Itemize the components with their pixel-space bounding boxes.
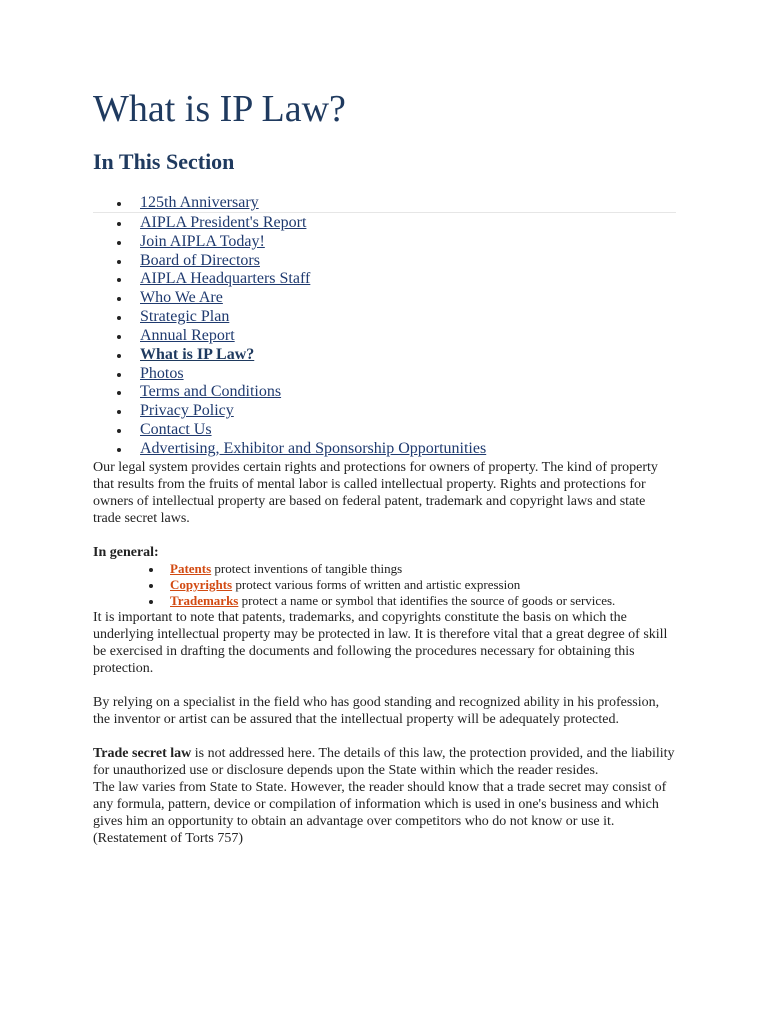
ip-type-description: protect various forms of written and artistic expression <box>232 577 521 592</box>
spacer <box>93 728 676 745</box>
trade-secret-paragraph <box>93 745 676 779</box>
section-nav-item <box>93 213 676 232</box>
nav-link-privacy-policy[interactable]: Privacy Policy <box>140 402 234 420</box>
intro-paragraph: Our legal system provides certain rights and protections for owners of property. The kind of property that results from the fruits of mental labor is called intellectual property. Rights and protections for owners of intellectual property are based on federal patent, trademark and copyright laws and state trade secret laws. <box>93 460 658 526</box>
trademarks-link[interactable]: Trademarks <box>170 593 239 608</box>
section-nav-item <box>93 364 676 383</box>
in-general-paragraph <box>93 544 676 561</box>
ip-type-item <box>93 593 676 609</box>
nav-link-strategic-plan[interactable]: Strategic Plan <box>140 308 230 326</box>
nav-link-contact-us[interactable]: Contact Us <box>140 421 212 439</box>
nav-link-join-aipla[interactable]: Join AIPLA Today! <box>140 232 265 250</box>
spacer <box>93 677 676 694</box>
section-nav-item <box>93 439 676 458</box>
nav-link-advertising-opportunities[interactable]: Advertising, Exhibitor and Sponsorship Opportunities <box>140 439 487 457</box>
trade-secret-text: is not addressed here. The details of this law, the protection provided, and the liability for unauthorized use or disclosure depends upon the State within which the reader resides. <box>93 746 675 778</box>
section-nav-item <box>93 401 676 420</box>
section-nav-item <box>93 288 676 307</box>
nav-link-board-of-directors[interactable]: Board of Directors <box>140 251 260 269</box>
nav-link-presidents-report[interactable]: AIPLA President's Report <box>140 213 307 231</box>
nav-link-photos[interactable]: Photos <box>140 364 184 382</box>
section-nav-item <box>93 382 676 401</box>
in-general-label: In general: <box>93 545 159 560</box>
ip-type-item <box>93 561 676 577</box>
nav-link-annual-report[interactable]: Annual Report <box>140 326 235 344</box>
section-nav-item <box>93 232 676 251</box>
nav-link-who-we-are[interactable]: Who We Are <box>140 289 223 307</box>
section-nav-item <box>93 269 676 288</box>
ip-type-description: protect inventions of tangible things <box>211 561 403 576</box>
page-title: What is IP Law? <box>93 88 346 130</box>
trade-secret-label: Trade secret law <box>93 746 192 761</box>
ip-types-list <box>93 561 676 609</box>
section-nav <box>93 193 676 458</box>
nav-link-what-is-ip-law[interactable]: What is IP Law? <box>140 345 255 363</box>
section-nav-item <box>93 307 676 326</box>
nav-link-125th-anniversary[interactable]: 125th Anniversary <box>140 194 259 211</box>
nav-link-headquarters-staff[interactable]: AIPLA Headquarters Staff <box>140 270 311 288</box>
section-nav-item <box>93 193 676 213</box>
trade-secret-more-paragraph: The law varies from State to State. However, the reader should know that a trade secret may consist of any formula, pattern, device or compilation of information which is used in one's business and which gives him an opportunity to obtain an advantage over competitors who do not know or use it. (Restatement of Torts 757) <box>93 780 667 846</box>
nav-link-terms-and-conditions[interactable]: Terms and Conditions <box>140 383 282 401</box>
section-heading: In This Section <box>93 149 235 174</box>
section-nav-item <box>93 251 676 270</box>
specialist-paragraph: By relying on a specialist in the field who has good standing and recognized ability in his profession, the inventor or artist can be assured that the intellectual property will be adequately protected. <box>93 695 660 727</box>
section-nav-item <box>93 345 676 364</box>
article-body <box>93 459 676 847</box>
section-nav-item <box>93 420 676 439</box>
spacer <box>93 527 676 544</box>
section-nav-item <box>93 326 676 345</box>
copyrights-link[interactable]: Copyrights <box>170 577 233 592</box>
note-paragraph: It is important to note that patents, trademarks, and copyrights constitute the basis on which the underlying intellectual property may be protected in law. It is therefore vital that a great degree of skill be exercised in drafting the documents and following the procedures necessary for obtaining this protection. <box>93 610 668 676</box>
ip-type-item <box>93 577 676 593</box>
patents-link[interactable]: Patents <box>170 561 212 576</box>
ip-type-description: protect a name or symbol that identifies the source of goods or services. <box>238 593 616 608</box>
